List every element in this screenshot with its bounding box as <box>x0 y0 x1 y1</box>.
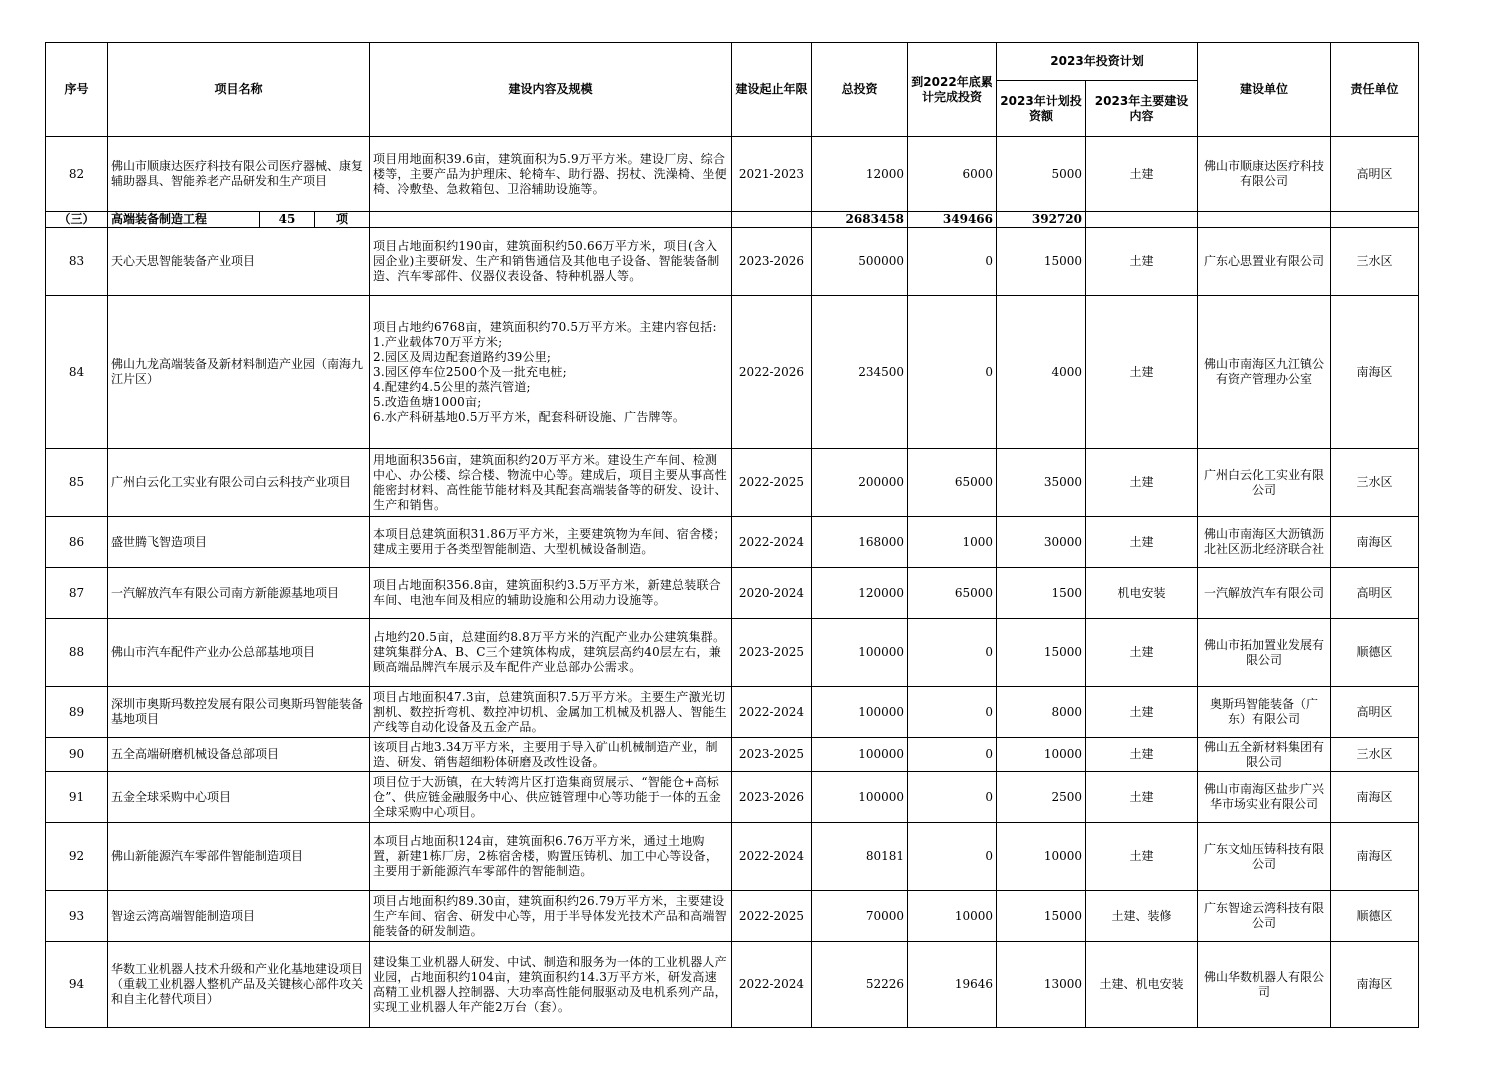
header-responsible: 责任单位 <box>1331 43 1419 137</box>
header-row-top <box>46 43 1419 81</box>
row-period: 2021-2023 <box>732 137 812 212</box>
header-plan-content: 2023年主要建设内容 <box>1086 81 1198 137</box>
row-name: 华数工业机器人技术升级和产业化基地建设项目（重载工业机器人整机产品及关键核心部件攻关和自主化替代项目） <box>108 942 370 1028</box>
row-total: 100000 <box>812 738 908 772</box>
row-content: 项目占地面积47.3亩，总建筑面积7.5万平方米。主要生产激光切割机、数控折弯机、数控冲切机、金属加工机械及机器人、智能生产线等自动化设备及五金产品。 <box>370 687 732 738</box>
table-row <box>46 738 1419 772</box>
row-no: 83 <box>46 228 108 296</box>
row-period: 2022-2026 <box>732 296 812 449</box>
section-empty-responsible <box>1331 212 1419 228</box>
section-name: 高端装备制造工程 <box>108 212 260 227</box>
row-completed: 0 <box>908 823 997 891</box>
row-plan-content: 土建 <box>1086 738 1198 772</box>
table-row <box>46 228 1419 296</box>
row-no: 92 <box>46 823 108 891</box>
row-total: 52226 <box>812 942 908 1028</box>
section-index: （三） <box>46 212 108 228</box>
row-completed: 0 <box>908 228 997 296</box>
row-content: 建设集工业机器人研发、中试、制造和服务为一体的工业机器人产业园，占地面积约104亩，建筑面积约14.3万平方米，研发高速高精工业机器人控制器、大功率高性能伺服驱动及电机系列产品，实现工业机器人年产能2万台（套）。 <box>370 942 732 1028</box>
row-plan-amount: 15000 <box>997 619 1086 687</box>
table-row <box>46 619 1419 687</box>
header-total: 总投资 <box>812 43 908 137</box>
row-content: 项目占地面积356.8亩，建筑面积约3.5万平方米，新建总装联合车间、电池车间及相应的辅助设施和公用动力设施等。 <box>370 568 732 619</box>
row-responsible: 三水区 <box>1331 228 1419 296</box>
row-period: 2022-2024 <box>732 942 812 1028</box>
row-responsible: 高明区 <box>1331 137 1419 212</box>
row-builder: 佛山市南海区盐步广兴华市场实业有限公司 <box>1198 772 1331 823</box>
row-period: 2023-2026 <box>732 772 812 823</box>
row-builder: 奥斯玛智能装备（广东）有限公司 <box>1198 687 1331 738</box>
row-no: 82 <box>46 137 108 212</box>
row-name: 广州白云化工实业有限公司白云科技产业项目 <box>108 449 370 517</box>
row-name: 佛山市汽车配件产业办公总部基地项目 <box>108 619 370 687</box>
row-total: 70000 <box>812 891 908 942</box>
row-period: 2022-2025 <box>732 891 812 942</box>
row-total: 100000 <box>812 687 908 738</box>
row-completed: 0 <box>908 738 997 772</box>
row-total: 12000 <box>812 137 908 212</box>
row-name: 盛世腾飞智造项目 <box>108 517 370 568</box>
header-builder: 建设单位 <box>1198 43 1331 137</box>
table-row <box>46 772 1419 823</box>
row-builder: 广东心思置业有限公司 <box>1198 228 1331 296</box>
row-content: 项目用地面积39.6亩，建筑面积为5.9万平方米。建设厂房、综合楼等，主要产品为护理床、轮椅车、助行器、拐杖、洗澡椅、坐便椅、冷敷垫、急救箱包、卫浴辅助设施等。 <box>370 137 732 212</box>
row-plan-content: 土建 <box>1086 296 1198 449</box>
row-period: 2022-2024 <box>732 687 812 738</box>
row-plan-content: 土建、装修 <box>1086 891 1198 942</box>
row-period: 2023-2025 <box>732 619 812 687</box>
row-plan-amount: 35000 <box>997 449 1086 517</box>
section-completed: 349466 <box>908 212 997 228</box>
section-plan-amount: 392720 <box>997 212 1086 228</box>
row-builder: 佛山五全新材料集团有限公司 <box>1198 738 1331 772</box>
row-total: 100000 <box>812 772 908 823</box>
section-empty-period <box>732 212 812 228</box>
row-name: 智途云湾高端智能制造项目 <box>108 891 370 942</box>
row-plan-content: 机电安装 <box>1086 568 1198 619</box>
section-count: 45 <box>260 212 315 227</box>
row-plan-amount: 10000 <box>997 823 1086 891</box>
row-content: 项目占地面积约89.30亩，建筑面积约26.79万平方米，主要建设生产车间、宿舍、研发中心等，用于半导体发光技术产品和高端智能装备的研发制造。 <box>370 891 732 942</box>
row-responsible: 顺德区 <box>1331 619 1419 687</box>
row-plan-amount: 2500 <box>997 772 1086 823</box>
table-row <box>46 891 1419 942</box>
row-plan-content: 土建、机电安装 <box>1086 942 1198 1028</box>
row-plan-content: 土建 <box>1086 772 1198 823</box>
row-no: 90 <box>46 738 108 772</box>
header-completed: 到2022年底累计完成投资 <box>908 43 997 137</box>
row-no: 88 <box>46 619 108 687</box>
row-completed: 0 <box>908 687 997 738</box>
row-name: 一汽解放汽车有限公司南方新能源基地项目 <box>108 568 370 619</box>
section-empty-content <box>370 212 732 228</box>
row-responsible: 南海区 <box>1331 296 1419 449</box>
row-no: 85 <box>46 449 108 517</box>
header-plan-group: 2023年投资计划 <box>997 43 1198 81</box>
row-no: 89 <box>46 687 108 738</box>
row-responsible: 高明区 <box>1331 687 1419 738</box>
row-plan-amount: 4000 <box>997 296 1086 449</box>
header-plan-amount: 2023年计划投资额 <box>997 81 1086 137</box>
row-responsible: 南海区 <box>1331 517 1419 568</box>
row-period: 2020-2024 <box>732 568 812 619</box>
row-name: 佛山九龙高端装备及新材料制造产业园（南海九江片区） <box>108 296 370 449</box>
table-row <box>46 942 1419 1028</box>
row-content: 占地约20.5亩，总建面约8.8万平方米的汽配产业办公建筑集群。建筑集群分A、B、C三个建筑体构成，建筑层高约40层左右，兼顾高端品牌汽车展示及车配件产业总部办公需求。 <box>370 619 732 687</box>
row-builder: 广东智途云湾科技有限公司 <box>1198 891 1331 942</box>
row-responsible: 顺德区 <box>1331 891 1419 942</box>
row-name: 佛山市顺康达医疗科技有限公司医疗器械、康复辅助器具、智能养老产品研发和生产项目 <box>108 137 370 212</box>
row-name: 深圳市奥斯玛数控发展有限公司奥斯玛智能装备基地项目 <box>108 687 370 738</box>
row-content: 本项目总建筑面积31.86万平方米，主要建筑物为车间、宿舍楼；建成主要用于各类型智能制造、大型机械设备制造。 <box>370 517 732 568</box>
row-content: 项目占地约6768亩，建筑面积约70.5万平方米。主建内容包括: 1.产业载体70万平方米; 2.园区及周边配套道路约39公里; 3.园区停车位2500个及一批充电桩; 4.配建约4.5公里的蒸汽管道; 5.改造鱼塘1000亩; 6.水产科研基地0.5万平方米，配套科研设施、广告牌等。 <box>370 296 732 449</box>
header-name: 项目名称 <box>108 43 370 137</box>
row-content: 用地面积356亩，建筑面积约20万平方米。建设生产车间、检测中心、办公楼、综合楼、物流中心等。建成后，项目主要从事高性能密封材料、高性能节能材料及其配套高端装备等的研发、设计、生产和销售。 <box>370 449 732 517</box>
row-period: 2023-2025 <box>732 738 812 772</box>
row-plan-content: 土建 <box>1086 517 1198 568</box>
row-content: 本项目占地面积124亩，建筑面积6.76万平方米，通过土地购置，新建1栋厂房，2栋宿舍楼，购置压铸机、加工中心等设备，主要用于新能源汽车零部件的智能制造。 <box>370 823 732 891</box>
row-name: 佛山新能源汽车零部件智能制造项目 <box>108 823 370 891</box>
section-title-cell <box>108 212 370 228</box>
row-no: 91 <box>46 772 108 823</box>
row-responsible: 三水区 <box>1331 738 1419 772</box>
table-row <box>46 137 1419 212</box>
row-plan-content: 土建 <box>1086 619 1198 687</box>
table-row <box>46 823 1419 891</box>
row-completed: 0 <box>908 619 997 687</box>
row-plan-amount: 15000 <box>997 891 1086 942</box>
row-plan-amount: 13000 <box>997 942 1086 1028</box>
row-content: 该项目占地3.34万平方米，主要用于导入矿山机械制造产业，制造、研发、销售超细粉体研磨及改性设备。 <box>370 738 732 772</box>
row-total: 234500 <box>812 296 908 449</box>
row-no: 87 <box>46 568 108 619</box>
row-builder: 佛山市拓加置业发展有限公司 <box>1198 619 1331 687</box>
row-plan-content: 土建 <box>1086 137 1198 212</box>
row-builder: 广州白云化工实业有限公司 <box>1198 449 1331 517</box>
row-builder: 佛山市南海区大沥镇沥北社区沥北经济联合社 <box>1198 517 1331 568</box>
row-name: 天心天思智能装备产业项目 <box>108 228 370 296</box>
row-plan-amount: 1500 <box>997 568 1086 619</box>
table-row <box>46 568 1419 619</box>
row-builder: 佛山市南海区九江镇公有资产管理办公室 <box>1198 296 1331 449</box>
row-plan-amount: 30000 <box>997 517 1086 568</box>
row-builder: 广东文灿压铸科技有限公司 <box>1198 823 1331 891</box>
row-builder: 佛山华数机器人有限公司 <box>1198 942 1331 1028</box>
row-period: 2022-2024 <box>732 517 812 568</box>
row-plan-amount: 8000 <box>997 687 1086 738</box>
section-empty-builder <box>1198 212 1331 228</box>
row-responsible: 南海区 <box>1331 823 1419 891</box>
row-plan-content: 土建 <box>1086 823 1198 891</box>
row-responsible: 南海区 <box>1331 772 1419 823</box>
row-completed: 10000 <box>908 891 997 942</box>
section-total: 2683458 <box>812 212 908 228</box>
row-plan-content: 土建 <box>1086 228 1198 296</box>
row-no: 94 <box>46 942 108 1028</box>
header-content: 建设内容及规模 <box>370 43 732 137</box>
row-period: 2023-2026 <box>732 228 812 296</box>
row-plan-content: 土建 <box>1086 449 1198 517</box>
row-total: 80181 <box>812 823 908 891</box>
section-unit: 项 <box>335 212 348 226</box>
row-no: 86 <box>46 517 108 568</box>
row-completed: 0 <box>908 296 997 449</box>
row-total: 168000 <box>812 517 908 568</box>
row-total: 200000 <box>812 449 908 517</box>
section-row <box>46 212 1419 228</box>
row-total: 120000 <box>812 568 908 619</box>
row-total: 100000 <box>812 619 908 687</box>
row-plan-amount: 5000 <box>997 137 1086 212</box>
row-no: 84 <box>46 296 108 449</box>
row-completed: 0 <box>908 772 997 823</box>
header-period: 建设起止年限 <box>732 43 812 137</box>
table-row <box>46 517 1419 568</box>
row-completed: 65000 <box>908 568 997 619</box>
row-name: 五全高端研磨机械设备总部项目 <box>108 738 370 772</box>
row-plan-content: 土建 <box>1086 687 1198 738</box>
row-period: 2022-2024 <box>732 823 812 891</box>
row-plan-amount: 15000 <box>997 228 1086 296</box>
row-no: 93 <box>46 891 108 942</box>
row-completed: 19646 <box>908 942 997 1028</box>
table-row <box>46 449 1419 517</box>
row-completed: 65000 <box>908 449 997 517</box>
row-total: 500000 <box>812 228 908 296</box>
row-builder: 佛山市顺康达医疗科技有限公司 <box>1198 137 1331 212</box>
table-row <box>46 687 1419 738</box>
investment-plan-table <box>45 42 1419 1028</box>
row-period: 2022-2025 <box>732 449 812 517</box>
row-plan-amount: 10000 <box>997 738 1086 772</box>
row-builder: 一汽解放汽车有限公司 <box>1198 568 1331 619</box>
table-row <box>46 296 1419 449</box>
row-responsible: 南海区 <box>1331 942 1419 1028</box>
row-content: 项目占地面积约190亩，建筑面积约50.66万平方米，项目(含入园企业)主要研发、生产和销售通信及其他电子设备、智能装备制造、汽车零部件、仪器仪表设备、特种机器人等。 <box>370 228 732 296</box>
row-responsible: 三水区 <box>1331 449 1419 517</box>
row-responsible: 高明区 <box>1331 568 1419 619</box>
row-completed: 1000 <box>908 517 997 568</box>
row-completed: 6000 <box>908 137 997 212</box>
header-no: 序号 <box>46 43 108 137</box>
row-name: 五金全球采购中心项目 <box>108 772 370 823</box>
section-empty-plan-content <box>1086 212 1198 228</box>
row-content: 项目位于大沥镇，在大转湾片区打造集商贸展示、“智能仓+高标仓”、供应链金融服务中心、供应链管理中心等功能于一体的五金全球采购中心项目。 <box>370 772 732 823</box>
